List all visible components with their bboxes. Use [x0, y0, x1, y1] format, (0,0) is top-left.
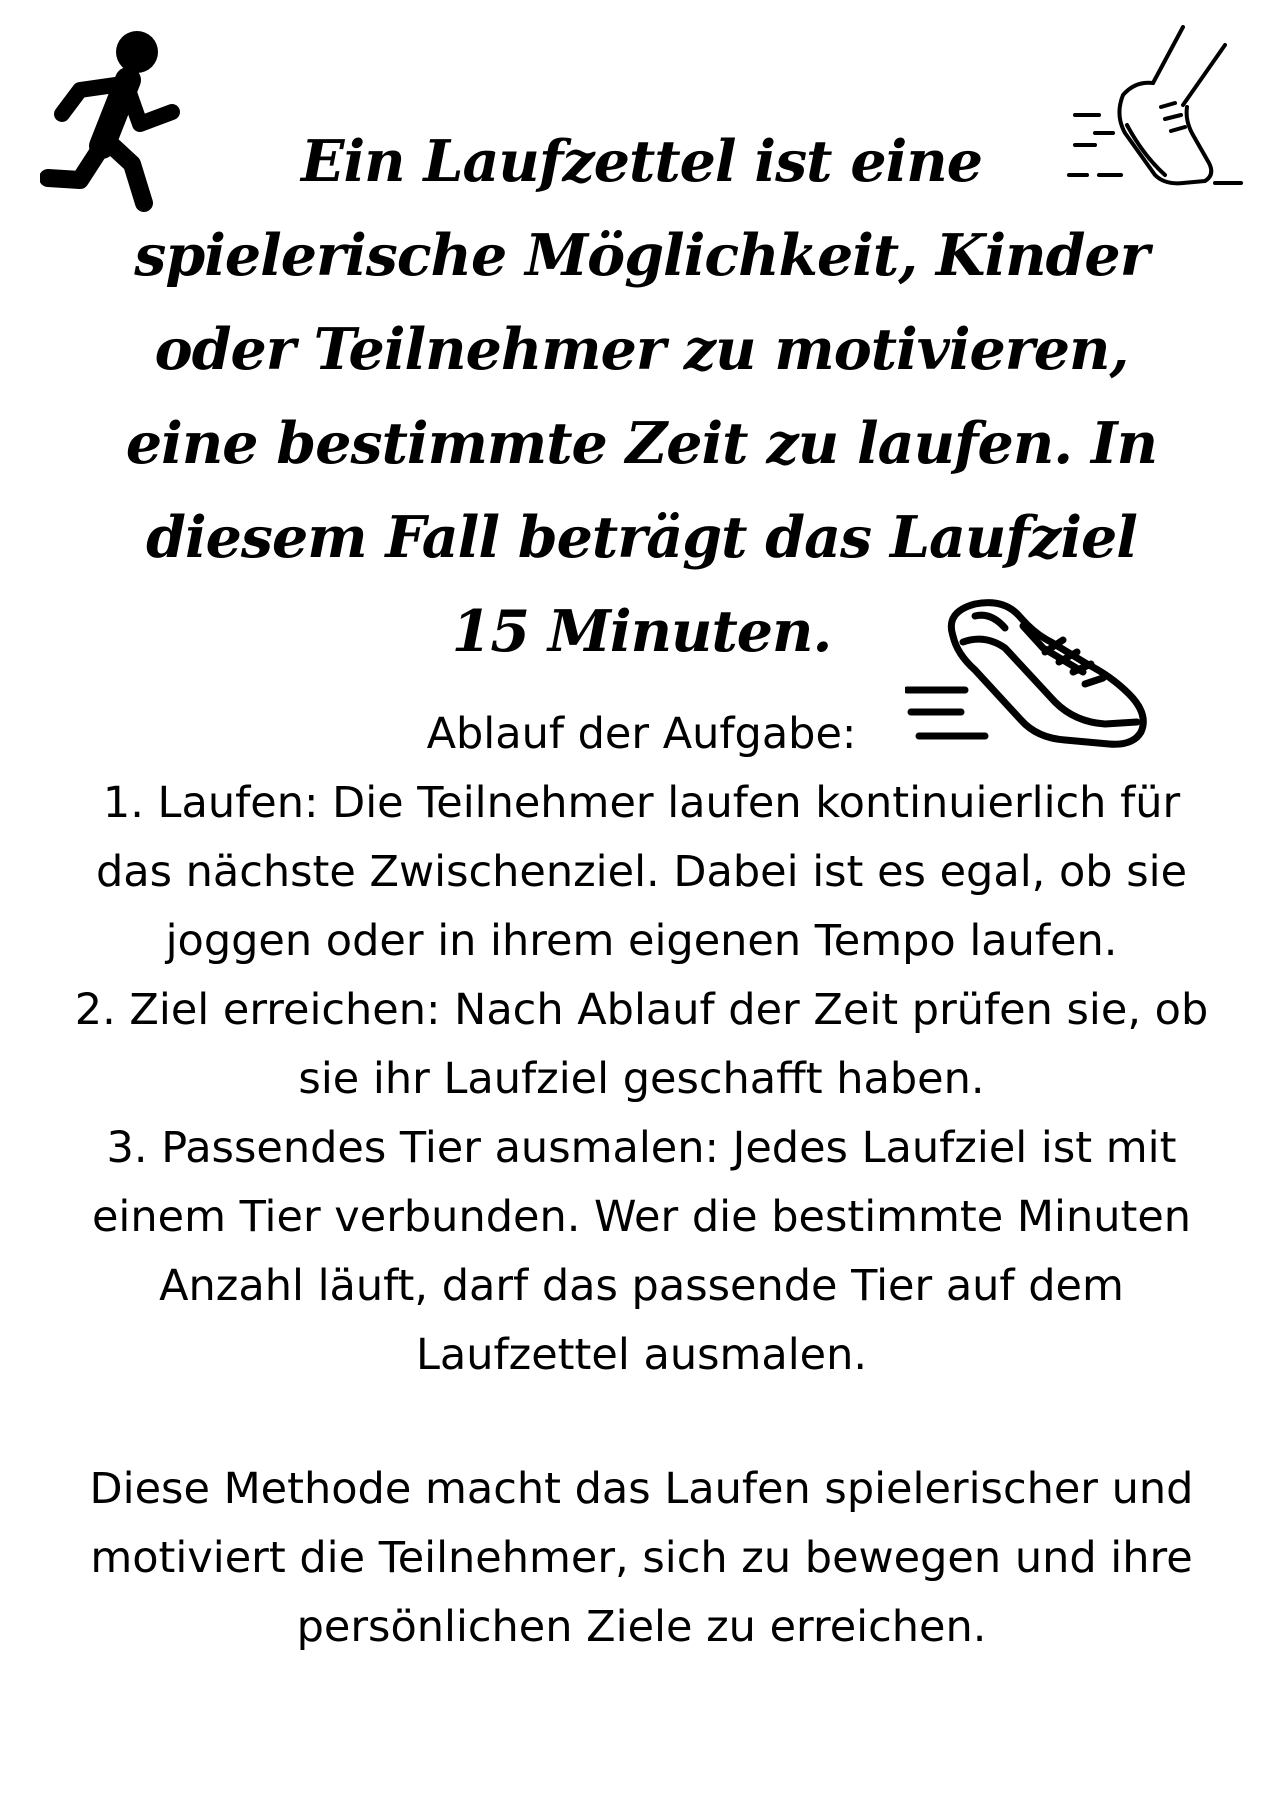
- section-heading: Ablauf der Aufgabe:: [426, 709, 857, 759]
- text-line: 3. Passendes Tier ausmalen: Jedes Laufziel ist mit: [106, 1123, 1177, 1173]
- headline-line: 15 Minuten.: [451, 598, 832, 665]
- headline-line: Ein Laufzettel ist eine: [301, 128, 982, 195]
- headline-line: diesem Fall beträgt das Laufziel: [146, 504, 1137, 571]
- text-line: Anzahl läuft, darf das passende Tier auf dem: [159, 1261, 1124, 1311]
- headline-line: eine bestimmte Zeit zu laufen. In: [125, 410, 1158, 477]
- text-line: 1. Laufen: Die Teilnehmer laufen kontinuierlich für: [102, 778, 1181, 828]
- task-steps-section: [30, 700, 1253, 1390]
- text-line: persönlichen Ziele zu erreichen.: [296, 1602, 987, 1652]
- text-line: das nächste Zwischenziel. Dabei ist es egal, ob sie: [95, 847, 1188, 897]
- text-line: sie ihr Laufziel geschafft haben.: [298, 1054, 985, 1104]
- text-line: motiviert die Teilnehmer, sich zu bewegen und ihre: [90, 1533, 1193, 1583]
- text-line: 2. Ziel erreichen: Nach Ablauf der Zeit prüfen sie, ob: [74, 985, 1209, 1035]
- text-line: einem Tier verbunden. Wer die bestimmte Minuten: [91, 1192, 1192, 1242]
- headline-line: spielerische Möglichkeit, Kinder: [134, 222, 1149, 289]
- text-line: Laufzettel ausmalen.: [415, 1330, 868, 1380]
- text-line: Diese Methode macht das Laufen spielerischer und: [89, 1464, 1194, 1514]
- headline-line: oder Teilnehmer zu motivieren,: [154, 316, 1129, 383]
- text-line: joggen oder in ihrem eigenen Tempo laufen.: [165, 916, 1118, 966]
- closing-paragraph: [30, 1455, 1253, 1662]
